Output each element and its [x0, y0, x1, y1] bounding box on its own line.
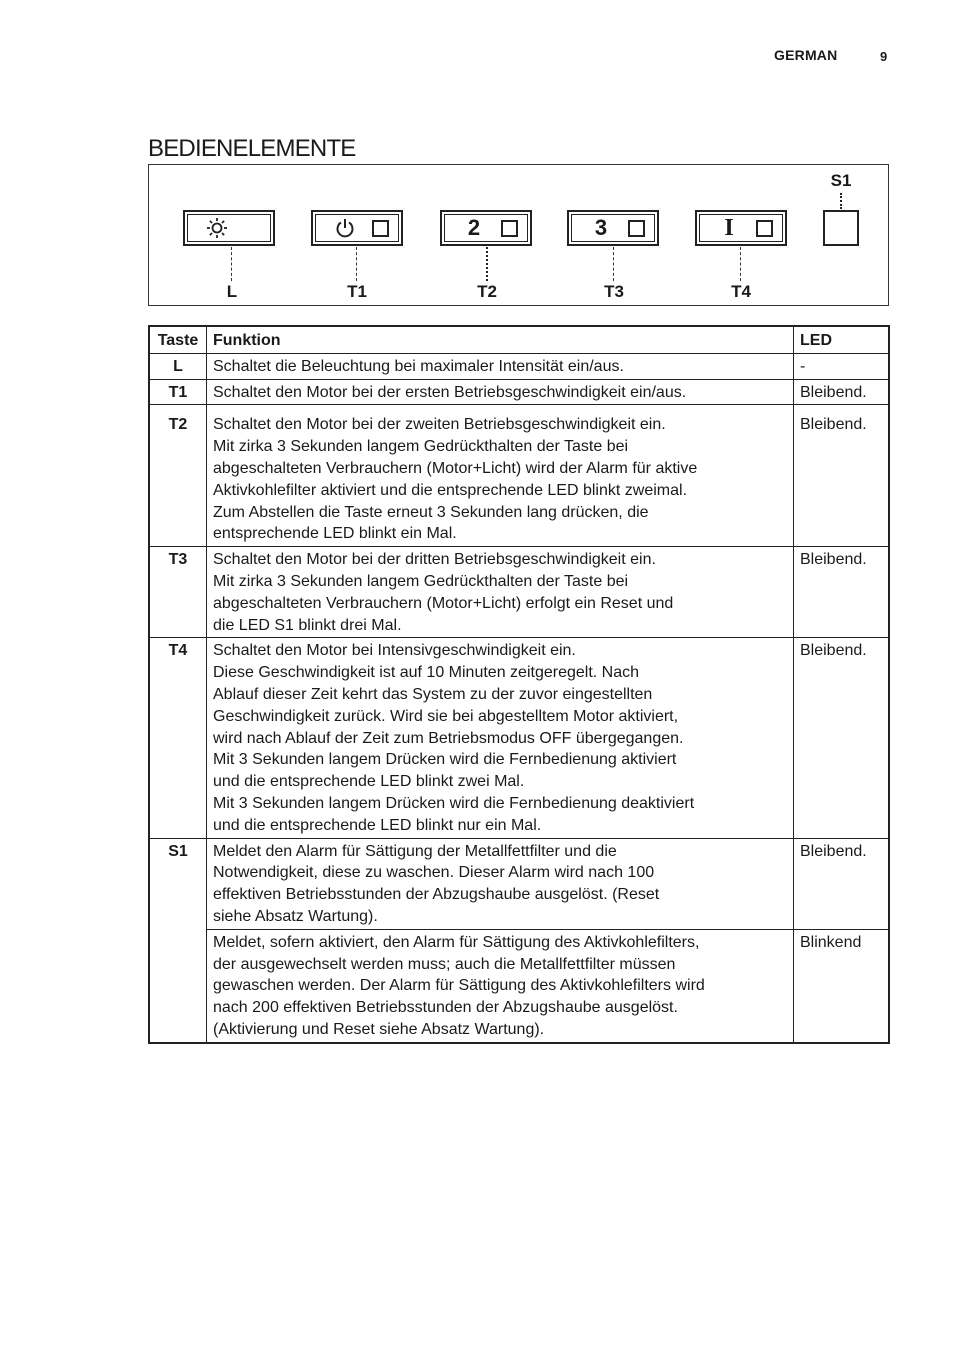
cell-key: T1	[149, 379, 207, 405]
cell-key: T3	[149, 547, 207, 638]
function-line: der ausgewechselt werden muss; auch die Metallfettfilter müssen	[213, 955, 676, 973]
table-row	[149, 379, 889, 405]
key-t4-symbol: I	[724, 214, 734, 241]
led-t4	[756, 220, 773, 237]
function-line: Aktivkohlefilter aktiviert und die entsprechende LED blinkt zweimal.	[213, 481, 688, 499]
function-line: wird nach Ablauf der Zeit zum Betriebsmodus OFF übergegangen.	[213, 729, 684, 747]
function-line: siehe Absatz Wartung).	[213, 907, 378, 925]
key-label-t2: T2	[477, 282, 497, 301]
cell-led: Bleibend.	[794, 638, 890, 838]
table-row	[149, 405, 889, 547]
function-line: Meldet, sofern aktiviert, den Alarm für Sättigung des Aktivkohlefilters,	[213, 933, 700, 951]
function-line: (Aktivierung und Reset siehe Absatz Wartung).	[213, 1020, 545, 1038]
function-line: Mit 3 Sekunden langem Drücken wird die Fernbedienung aktiviert	[213, 751, 677, 769]
header-language: GERMAN	[774, 47, 838, 63]
function-line: Meldet den Alarm für Sättigung der Metallfettfilter und die	[213, 842, 617, 860]
cell-led: -	[794, 353, 890, 379]
function-line: und die entsprechende LED blinkt nur ein Mal.	[213, 816, 542, 834]
header-led: LED	[794, 326, 890, 353]
key-label-t1: T1	[347, 282, 367, 301]
function-line: und die entsprechende LED blinkt zwei Mal.	[213, 773, 525, 791]
key-t3	[567, 210, 659, 246]
page-title: BEDIENELEMENTE	[148, 135, 356, 162]
function-line: Schaltet den Motor bei der ersten Betriebsgeschwindigkeit ein/aus.	[213, 383, 687, 401]
key-t2	[440, 210, 532, 246]
cell-function	[207, 838, 794, 929]
function-line: abgeschalteten Verbrauchern (Motor+Licht) erfolgt ein Reset und	[213, 594, 674, 612]
sun-icon	[193, 212, 241, 244]
leader-line-l	[231, 247, 232, 281]
key-label-t4: T4	[731, 282, 751, 301]
cell-led: Bleibend.	[794, 379, 890, 405]
cell-function	[207, 353, 794, 379]
led-t2	[501, 220, 518, 237]
cell-led: Bleibend.	[794, 838, 890, 929]
function-line: Mit zirka 3 Sekunden langem Gedrückthalten der Taste bei	[213, 572, 629, 590]
function-line: Zum Abstellen die Taste erneut 3 Sekunden lang drücken, die	[213, 503, 649, 521]
control-panel-diagram	[148, 164, 889, 306]
cell-function	[207, 405, 794, 547]
table-row	[149, 638, 889, 838]
header-function: Funktion	[207, 326, 794, 353]
table-header-row	[149, 326, 889, 353]
function-line: Diese Geschwindigkeit ist auf 10 Minuten zeitgeregelt. Nach	[213, 664, 639, 682]
table-row	[149, 929, 889, 1042]
led-t3	[628, 220, 645, 237]
function-line: Ablauf dieser Zeit kehrt das System zu der zuvor eingestellten	[213, 685, 653, 703]
key-t3-symbol: 3	[594, 215, 608, 240]
function-table	[148, 325, 890, 1044]
function-line: Schaltet den Motor bei der zweiten Betriebsgeschwindigkeit ein.	[213, 416, 666, 434]
function-line: Schaltet den Motor bei Intensivgeschwindigkeit ein.	[213, 642, 576, 660]
cell-led: Bleibend.	[794, 547, 890, 638]
cell-key: S1	[149, 838, 207, 1043]
cell-function	[207, 379, 794, 405]
function-line: abgeschalteten Verbrauchern (Motor+Licht) wird der Alarm für aktive	[213, 459, 698, 477]
led-t1	[372, 220, 389, 237]
cell-led: Bleibend.	[794, 405, 890, 547]
cell-key: L	[149, 353, 207, 379]
cell-function	[207, 638, 794, 838]
function-line: effektiven Betriebsstunden der Abzugshaube ausgelöst. (Reset	[213, 886, 660, 904]
function-line: Geschwindigkeit zurück. Wird sie bei abgestelltem Motor aktiviert,	[213, 707, 679, 725]
function-line: Mit 3 Sekunden langem Drücken wird die Fernbedienung deaktiviert	[213, 794, 695, 812]
page-number: 9	[880, 49, 888, 64]
function-line: Schaltet den Motor bei der dritten Betriebsgeschwindigkeit ein.	[213, 551, 656, 569]
function-line: gewaschen werden. Der Alarm für Sättigung des Aktivkohlefilters wird	[213, 977, 705, 995]
function-line: die LED S1 blinkt drei Mal.	[213, 616, 402, 634]
cell-key: T4	[149, 638, 207, 838]
leader-line-t3	[613, 247, 614, 281]
header-key: Taste	[149, 326, 207, 353]
table-row	[149, 547, 889, 638]
function-line: Mit zirka 3 Sekunden langem Gedrückthalten der Taste bei	[213, 438, 629, 456]
table-row	[149, 353, 889, 379]
key-label-l: L	[226, 282, 238, 301]
leader-line-t1	[356, 247, 357, 281]
key-t4	[695, 210, 787, 246]
cell-function	[207, 929, 794, 1042]
table-row	[149, 838, 889, 929]
leader-line-t4	[740, 247, 741, 281]
cell-key: T2	[149, 405, 207, 547]
s1-label: S1	[830, 171, 852, 190]
function-line: Notwendigkeit, diese zu waschen. Dieser Alarm wird nach 100	[213, 864, 655, 882]
key-t1	[311, 210, 403, 246]
cell-function	[207, 547, 794, 638]
function-line: entsprechende LED blinkt ein Mal.	[213, 525, 457, 543]
cell-led: Blinkend	[794, 929, 890, 1042]
function-line: nach 200 effektiven Betriebsstunden der Abzugshaube ausgelöst.	[213, 999, 678, 1017]
key-label-t3: T3	[604, 282, 624, 301]
function-line: Schaltet die Beleuchtung bei maximaler Intensität ein/aus.	[213, 357, 624, 375]
key-l	[183, 210, 275, 246]
s1-led	[823, 210, 859, 246]
power-icon	[321, 212, 369, 244]
s1-leader-line	[840, 193, 842, 209]
key-t2-symbol: 2	[467, 215, 481, 240]
leader-line-t2	[486, 247, 488, 281]
